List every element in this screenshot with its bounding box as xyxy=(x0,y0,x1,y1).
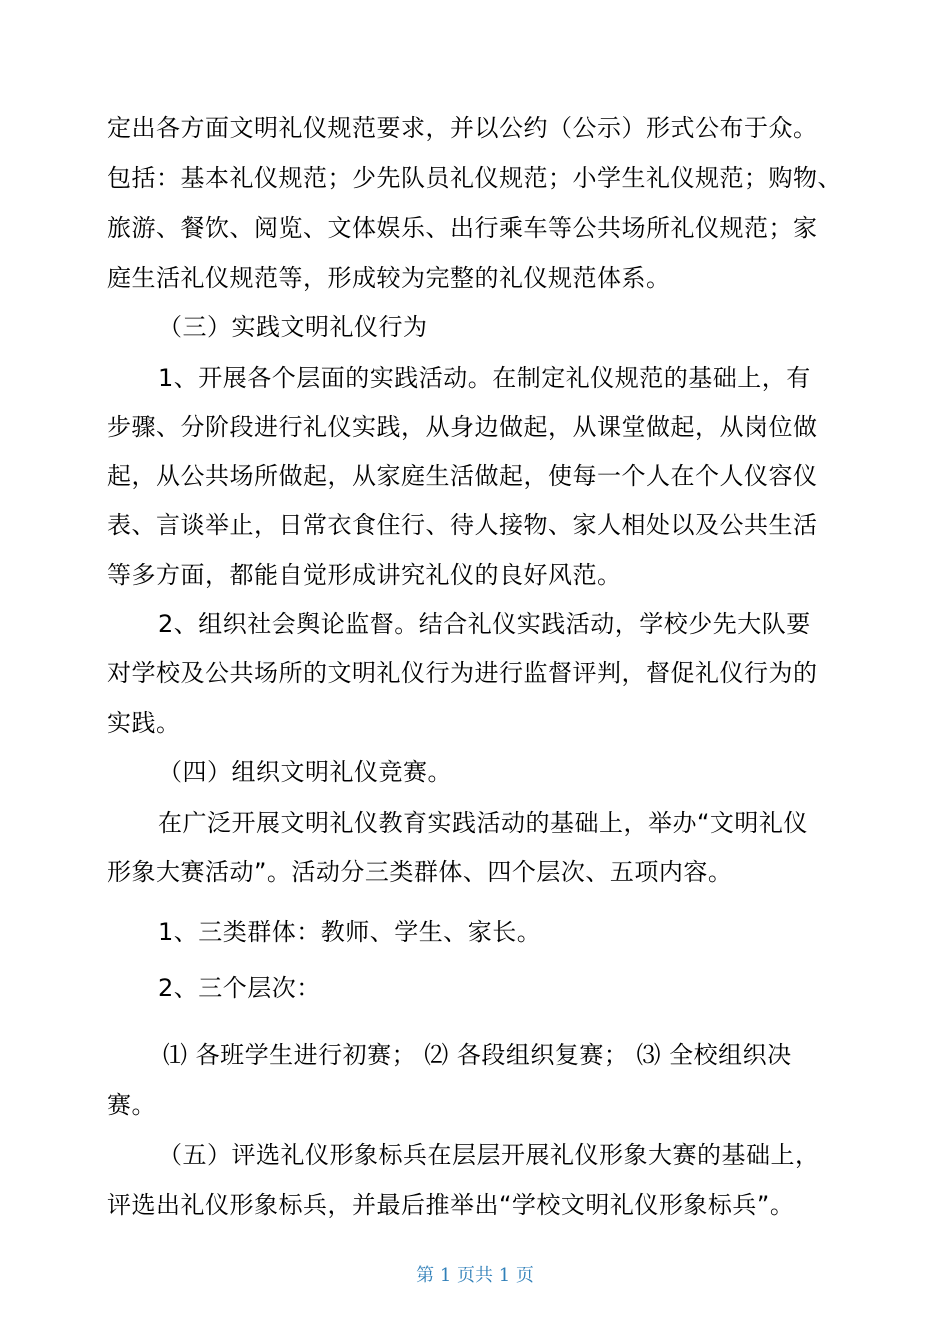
text-line: 步骤、分阶段进行礼仪实践，从身边做起，从课堂做起，从岗位做 xyxy=(107,413,818,441)
text-line: 1、三类群体：教师、学生、家长。 xyxy=(158,918,542,946)
text-line: 2、三个层次： xyxy=(158,974,321,1002)
text-line: 在广泛开展文明礼仪教育实践活动的基础上，举办“文明礼仪 xyxy=(158,809,808,837)
text-line: 定出各方面文明礼仪规范要求，并以公约（公示）形式公布于众。 xyxy=(107,114,818,142)
text-line: 旅游、餐饮、阅览、文体娱乐、出行乘车等公共场所礼仪规范；家 xyxy=(107,214,818,242)
text-line: 赛。 xyxy=(107,1091,156,1119)
text-line: ⑴ 各班学生进行初赛； ⑵ 各段组织复赛； ⑶ 全校组织决 xyxy=(163,1041,792,1069)
text-line: 实践。 xyxy=(107,709,181,737)
text-line: 等多方面，都能自觉形成讲究礼仪的良好风范。 xyxy=(107,561,622,589)
text-line: 对学校及公共场所的文明礼仪行为进行监督评判，督促礼仪行为的 xyxy=(107,659,818,687)
section-heading: （五）评选礼仪形象标兵在层层开展礼仪形象大赛的基础上， xyxy=(158,1141,820,1169)
text-line: 庭生活礼仪规范等，形成较为完整的礼仪规范体系。 xyxy=(107,264,671,292)
text-line: 评选出礼仪形象标兵，并最后推举出“学校文明礼仪形象标兵”。 xyxy=(107,1191,795,1219)
text-line: 2、组织社会舆论监督。结合礼仪实践活动，学校少先大队要 xyxy=(158,610,811,638)
text-line: 形象大赛活动”。活动分三类群体、四个层次、五项内容。 xyxy=(107,858,733,886)
text-line: 起，从公共场所做起，从家庭生活做起，使每一个人在个人仪容仪 xyxy=(107,462,818,490)
text-line: 表、言谈举止，日常衣食住行、待人接物、家人相处以及公共生活 xyxy=(107,511,818,539)
section-heading: （三）实践文明礼仪行为 xyxy=(158,313,428,341)
section-heading: （四）组织文明礼仪竞赛。 xyxy=(158,758,452,786)
text-line: 包括：基本礼仪规范；少先队员礼仪规范；小学生礼仪规范；购物、 xyxy=(107,164,842,192)
page-footer: 第 1 页共 1 页 xyxy=(416,1265,534,1286)
text-line: 1、开展各个层面的实践活动。在制定礼仪规范的基础上，有 xyxy=(158,364,811,392)
